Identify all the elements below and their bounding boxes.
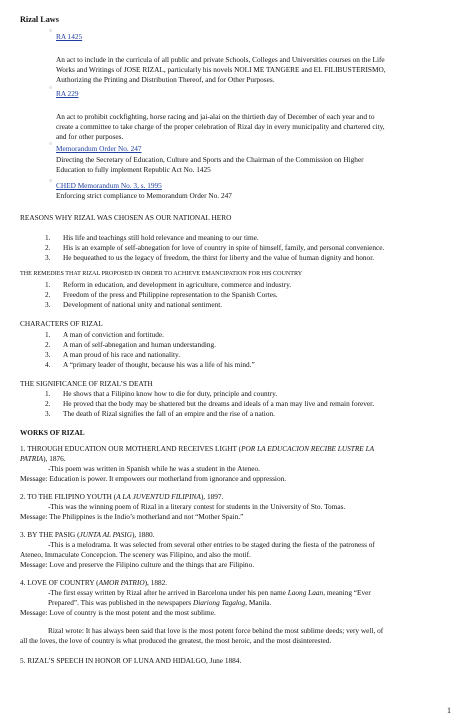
- list-item: Reform in education, and development in agriculture, commerce and industry.: [63, 280, 292, 289]
- work-message: Message: Love and preserve the Filipino culture and the things that are Filipino.: [20, 560, 255, 569]
- law-link-ra-229[interactable]: RA 229: [56, 89, 79, 98]
- work-message: Message: The Philippines is the Indio’s motherland and not “Mother Spain.”: [20, 512, 244, 521]
- work-title: [20, 578, 167, 587]
- work-description: -This is a melodrama. It was selected from several other entries to be staged during the fiesta of the patroness of: [48, 540, 375, 549]
- law-desc-line: create a committee to take charge of the proper celebration of Rizal day in every municipality and chartered city,: [56, 122, 385, 131]
- law-desc-line: An act to include in the curricula of all public and private Schools, Colleges and Universities courses on the Life: [56, 55, 385, 64]
- work-description: [48, 588, 371, 597]
- list-number: 2.: [45, 399, 51, 408]
- list-item: His is an example of self-abnegation for love of country in spite of himself, family, and personal convenience.: [63, 243, 385, 252]
- reasons-heading: REASONS WHY RIZAL WAS CHOSEN AS OUR NATIONAL HERO: [20, 213, 232, 222]
- work-title-text: ), 1880.: [132, 530, 155, 539]
- bullet-icon: ○: [49, 179, 53, 184]
- rizal-quote-line: Rizal wrote: It has always been said that love is the most potent force behind the most sublime deeds; very well, of: [48, 626, 384, 635]
- work-title-text: 1. THROUGH EDUCATION OUR MOTHERLAND RECEIVES LIGHT (: [20, 444, 242, 453]
- work-title: [20, 454, 66, 463]
- list-number: 1.: [45, 330, 51, 339]
- characters-heading: CHARACTERS OF RIZAL: [20, 319, 103, 328]
- work-description-text: , Manila.: [245, 598, 272, 607]
- list-item: He shows that a Filipino know how to die for duty, principle and country.: [63, 389, 278, 398]
- law-link-memorandum-247[interactable]: Memorandum Order No. 247: [56, 144, 142, 153]
- list-number: 3.: [45, 300, 51, 309]
- work-title-italic: A LA JUVENTUD FILIPINA: [116, 492, 201, 501]
- pen-name: Laong Laan: [287, 588, 324, 597]
- work-title-text: 3. BY THE PASIG (: [20, 530, 80, 539]
- work-title-text: ), 1897.: [200, 492, 224, 501]
- law-desc-line: Authorizing the Printing and Distribution Thereof, and for Other Purposes.: [56, 75, 275, 84]
- list-item: A man of self-abnegation and human understanding.: [63, 340, 216, 349]
- law-desc-line: and for other purposes.: [56, 132, 124, 141]
- newspaper-name: Diariong Tagalog: [192, 598, 246, 607]
- significance-heading: THE SIGNIFICANCE OF RIZAL’S DEATH: [20, 379, 153, 388]
- work-title: 5. RIZAL’S SPEECH IN HONOR OF LUNA AND HIDALGO, June 1884.: [20, 656, 242, 665]
- list-number: 2.: [45, 290, 51, 299]
- list-item: A man of conviction and fortitude.: [63, 330, 164, 339]
- work-message: Message: Education is power. It empowers our motherland from ignorance and oppression.: [20, 474, 287, 483]
- work-description: Ateneo, Immaculate Concepcion. The scenery was Filipino, and also the motif.: [20, 550, 251, 559]
- work-title: [20, 444, 374, 453]
- work-description-text: , meaning “Ever: [323, 588, 371, 597]
- bullet-icon: ○: [49, 86, 53, 91]
- list-number: 3.: [45, 253, 51, 262]
- law-desc-line: An act to prohibit cockfighting, horse racing and jai-alai on the thirtieth day of December of each year and to: [56, 112, 375, 121]
- list-item: He proved that the body may be shattered but the dreams and ideals of a man may live and remain forever.: [63, 399, 375, 408]
- law-desc-line: Works and Writings of JOSE RIZAL, particularly his novels NOLI ME TANGERE and EL FILIBUSTERISMO,: [56, 65, 386, 74]
- work-description: -This was the winning poem of Rizal in a literary contest for students in the University of Sto. Tomas.: [48, 502, 346, 511]
- work-title-italic: JUNTA AL PASIG: [79, 530, 132, 539]
- work-title-text: ), 1876.: [43, 454, 66, 463]
- list-item: A “primary leader of thought, because his was a life of his mind.”: [63, 360, 255, 369]
- list-item: A man proud of his race and nationality.: [63, 350, 181, 359]
- list-number: 1.: [45, 233, 51, 242]
- list-item: His life and teachings still hold relevance and meaning to our time.: [63, 233, 259, 242]
- list-number: 3.: [45, 350, 51, 359]
- law-desc-line: Enforcing strict compliance to Memorandum Order No. 247: [56, 191, 232, 200]
- work-message: Message: Love of country is the most potent and the most sublime.: [20, 608, 216, 617]
- list-item: He bequeathed to us the legacy of freedom, the thirst for liberty and the value of human dignity and honor.: [63, 253, 375, 262]
- work-title-italic: POR LA EDUCACION RECIBE LUSTRE LA: [241, 444, 375, 453]
- work-title-text: ), 1882.: [144, 578, 168, 587]
- work-title: [20, 492, 223, 501]
- list-number: 2.: [45, 243, 51, 252]
- law-desc-line: Education to fully implement Republic Act No. 1425: [56, 165, 211, 174]
- list-item: Freedom of the press and Philippine representation to the Spanish Cortes.: [63, 290, 278, 299]
- work-description: [48, 598, 271, 607]
- remedies-heading: THE REMEDIES THAT RIZAL PROPOSED IN ORDER TO ACHIEVE EMANCIPATION FOR HIS COUNTRY: [20, 271, 303, 277]
- work-description-text: Prepared”. This was published in the newspapers: [48, 598, 193, 607]
- page-number: 1: [447, 706, 451, 715]
- work-title-italic: AMOR PATRIO: [98, 578, 145, 587]
- list-item: Development of national unity and national sentiment.: [63, 300, 223, 309]
- bullet-icon: ○: [49, 29, 53, 34]
- work-description-text: -The first essay written by Rizal after he arrived in Barcelona under his pen name: [48, 588, 288, 597]
- work-title-text: 2. TO THE FILIPINO YOUTH (: [20, 492, 117, 501]
- work-title: [20, 530, 155, 539]
- list-number: 1.: [45, 389, 51, 398]
- work-title-text: 4. LOVE OF COUNTRY (: [20, 578, 99, 587]
- list-number: 4.: [45, 360, 51, 369]
- law-link-ched-memo[interactable]: CHED Memorandum No. 3, s. 1995: [56, 181, 162, 190]
- list-number: 1.: [45, 280, 51, 289]
- work-title-italic: PATRIA: [20, 454, 44, 463]
- list-number: 3.: [45, 409, 51, 418]
- works-heading: WORKS OF RIZAL: [20, 428, 85, 437]
- bullet-icon: ○: [49, 142, 53, 147]
- page-title: Rizal Laws: [20, 15, 59, 24]
- rizal-quote-line: all the loves, the love of country is what produced the greatest, the most heroic, and the most disinterested.: [20, 636, 332, 645]
- list-item: The death of Rizal signifies the fall of an empire and the rise of a nation.: [63, 409, 275, 418]
- list-number: 2.: [45, 340, 51, 349]
- work-description: -This poem was written in Spanish while he was a student in the Ateneo.: [48, 464, 260, 473]
- law-desc-line: Directing the Secretary of Education, Culture and Sports and the Chairman of the Commission on Higher: [56, 155, 364, 164]
- law-link-ra-1425[interactable]: RA 1425: [56, 32, 83, 41]
